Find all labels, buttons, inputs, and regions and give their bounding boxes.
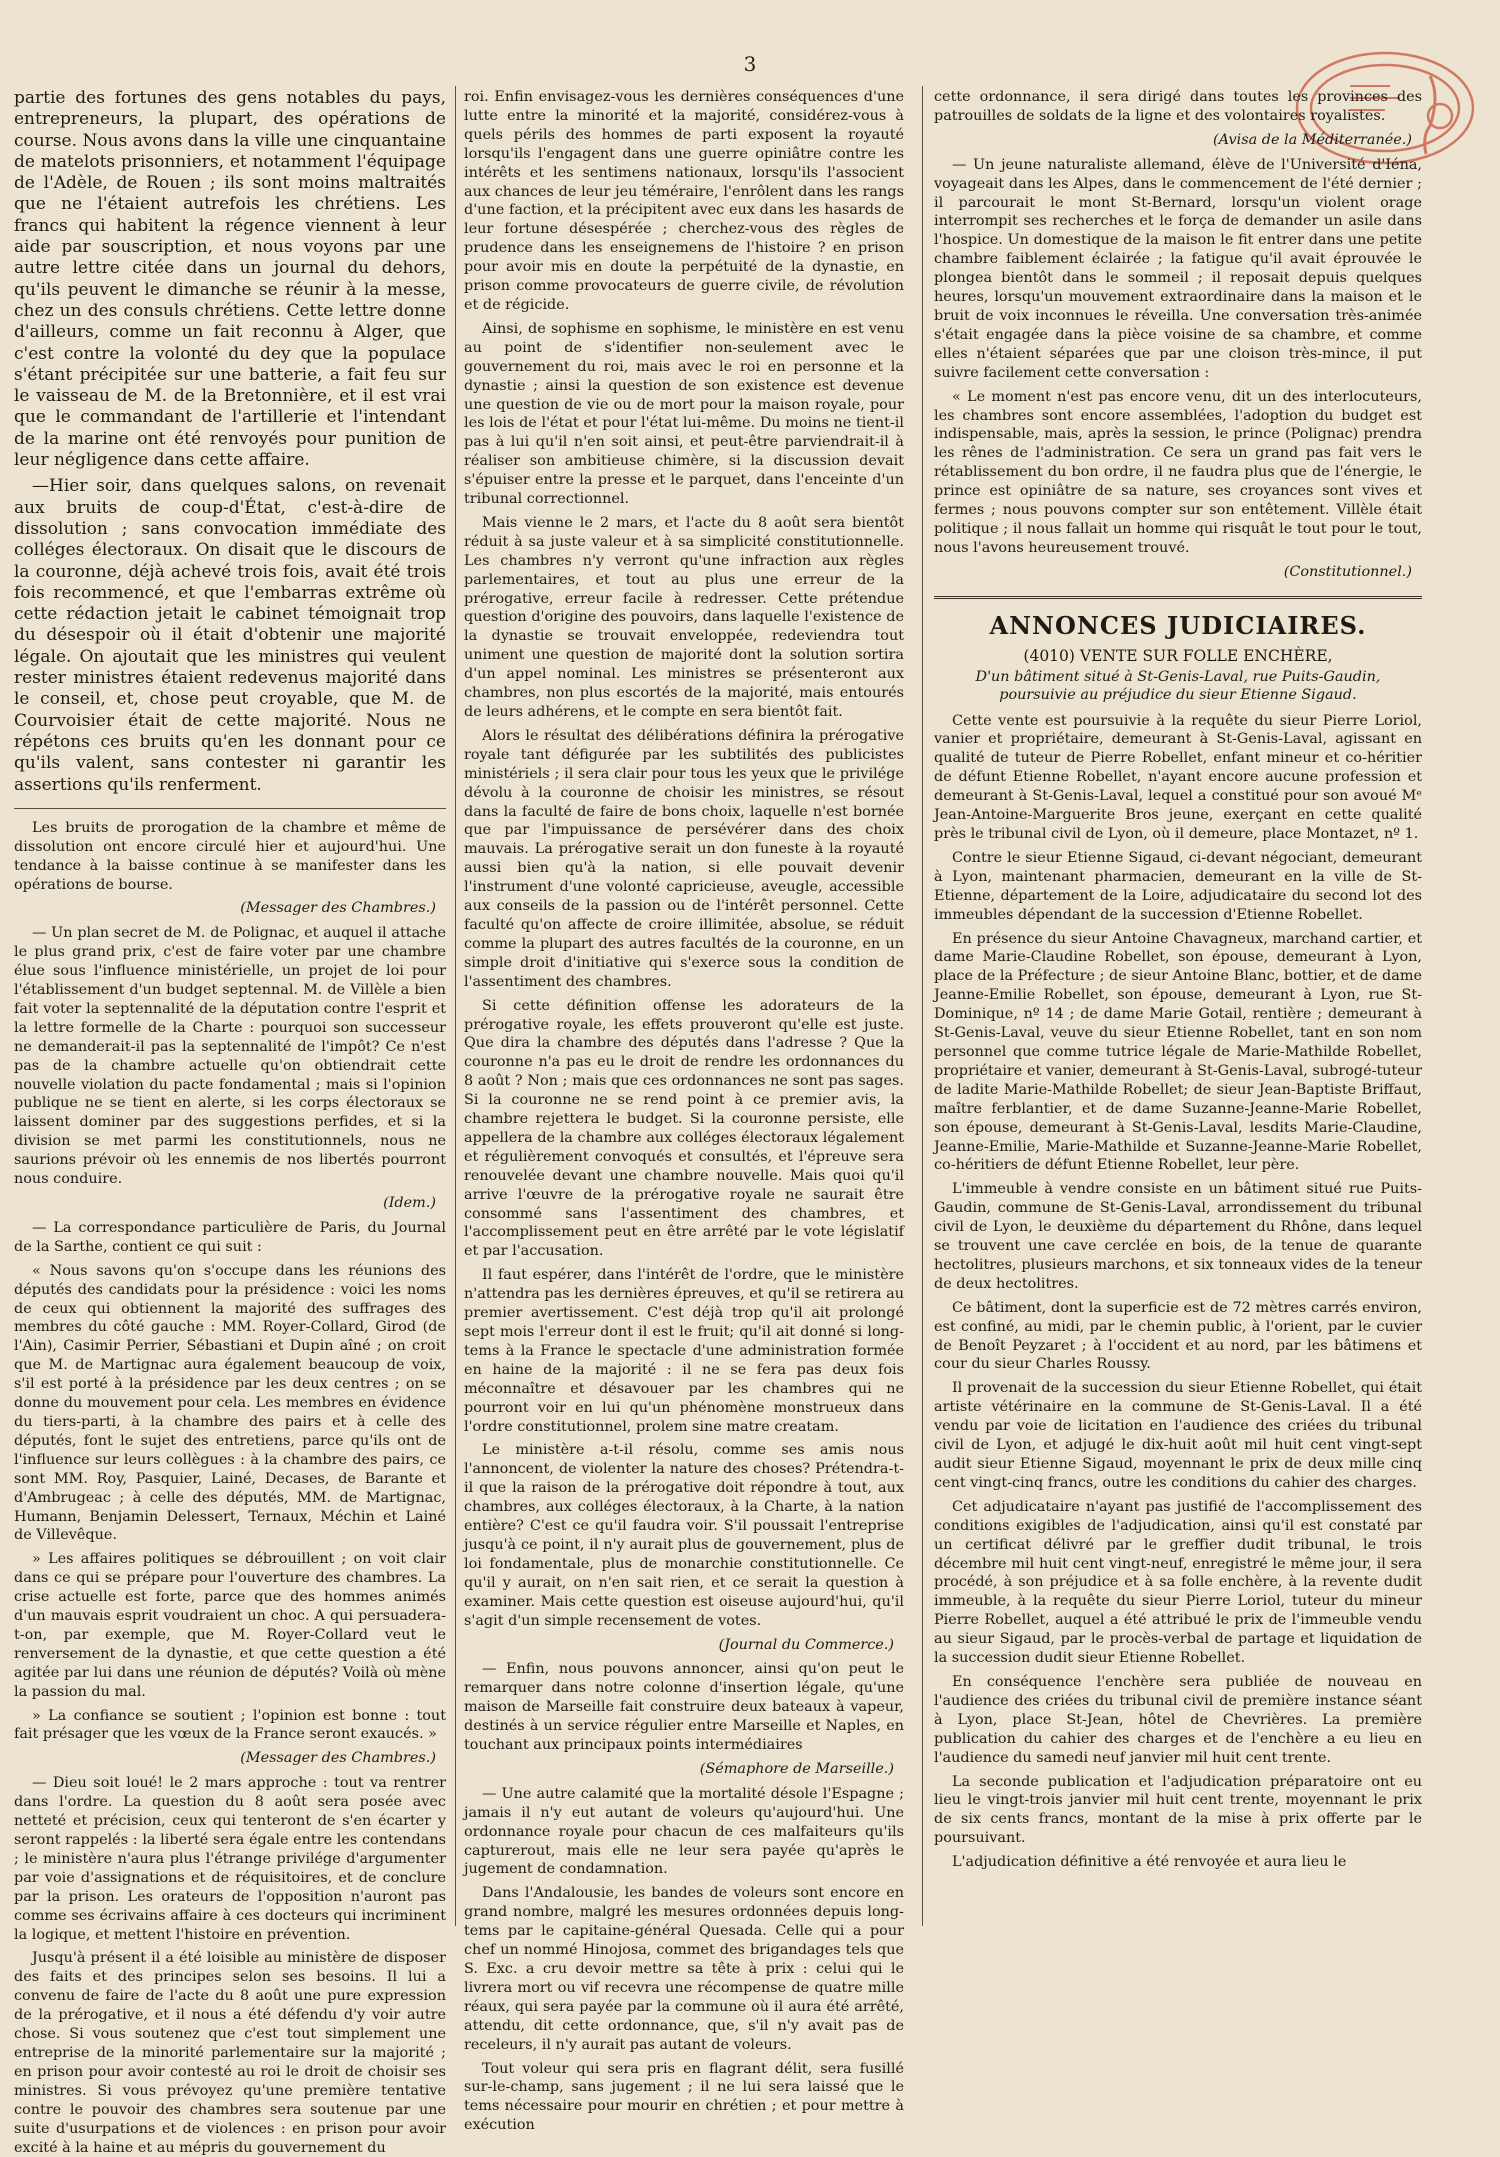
article-paragraph: Mais vienne le 2 mars, et l'acte du 8 août sera bientôt réduit à sa juste valeur et à sa simplicité constitutionnelle. Les chambres n'y verront qu'une infraction aux règles parlementaires, et tout au plus une erreur de la prérogative, erreur facile à redresser. Cette prétendue question d'origine des pouvoirs, dans laquelle l'existence de la dynastie se trouvait enveloppée, redeviendra tout uniment une question de majorité dont la solution sortira d'un appel nominal. Les ministres se présenteront aux chambres, non plus escortés de la majorité, mais entourés de leurs adhérens, et le compte en sera bientôt fait.	[464, 514, 904, 720]
notice-paragraph: En conséquence l'enchère sera publiée de nouveau en l'audience des criées du tribunal civil de première instance séant à Lyon, place St-Jean, hôtel de Chevrières. La première publication du cahier des charges et de l'enchère a eu lieu en l'audience du samedi neuf janvier mil huit cent trente.	[934, 1673, 1422, 1766]
source-citation: (Messager des Chambres.)	[240, 1750, 436, 1767]
article-paragraph: partie des fortunes des gens notables du pays, entrepreneurs, la plupart, des opérations de course. Nous avons dans la ville une cinquantaine de matelots prisonniers, et notamment l'équipage de l'Adèle, de Rouen ; ils sont moins maltraités que ne l'étaient autrefois les chrétiens. Les francs qui habitent la régence viennent à leur aide par souscription, et nous voyons par une autre lettre citée dans un journal du dehors, qu'ils peuvent le dimanche se réunir à la messe, chez un des consuls chrétiens. Cette lettre donne d'ailleurs, comme un fait reconnu à Alger, que c'est contre la volonté du dey que la populace s'étant précipitée sur une batterie, a fait feu sur le vaisseau de M. de la Bretonnière, et il est vrai que le commandant de l'artillerie et l'intendant de la marine ont été renvoyés pour punition de leur négligence dans cette affaire.	[14, 88, 446, 471]
article-paragraph: roi. Enfin envisagez-vous les dernières conséquences d'une lutte entre la minorité et la majorité, considérez-vous à quels périls des hommes de parti exposent la royauté lorsqu'ils l'engagent dans une guerre opiniâtre contre les intérêts et les sentimens nationaux, lorsqu'ils l'associent aux chances de leur jeu téméraire, l'enrôlent dans les rangs d'une faction, et la précipitent avec eux dans les hasards de leur fortune désespérée ; cherchez-vous des règles de prudence dans les enseignemens de l'histoire ? en prison pour avoir mis en doute la perpétuité de la dynastie, en prison comme provocateurs de guerre civile, de révolution et de régicide.	[464, 89, 904, 313]
source-citation: (Idem.)	[383, 1195, 436, 1212]
article-paragraph: Jusqu'à présent il a été loisible au ministère de disposer des faits et des principes selon ses besoins. Il lui a convenu de faire de l'acte du 8 août une pure expression de la prérogative, et il nous a été défendu d'y voir autre chose. Si vous soutenez que c'est tout simplement une entreprise de la minorité parlementaire sur la majorité ; en prison pour avoir contesté au roi le droit de choisir ses ministres. Si vous prévoyez qu'une première tentative contre le pouvoir des chambres sera soutenue par une suite d'usurpations et de violences : en prison pour avoir excité à la haine et au mépris du gouvernement du	[14, 1950, 446, 2156]
notice-paragraph: Il provenait de la succession du sieur Etienne Robellet, qui était artiste vétérinaire en la commune de St-Genis-Laval. Il a été vendu par voie de licitation en l'audience des criées du tribunal civil de Lyon, et adjugé le dix-huit août mil huit cent vingt-sept audit sieur Etienne Sigaud, moyennant le prix de deux mille cinq cent vingt-cinq francs, outre les conditions du cahier des charges.	[934, 1380, 1422, 1491]
column-rule	[455, 86, 456, 1926]
notice-paragraph: La seconde publication et l'adjudication préparatoire ont eu lieu le vingt-trois janvier mil huit cent trente, moyennant le prix de six cents francs, montant de la mise à prix offerte par le poursuivant.	[934, 1773, 1422, 1847]
section-divider	[14, 808, 446, 809]
article-paragraph: Dans l'Andalousie, les bandes de voleurs sont encore en grand nombre, malgré les mesures ordonnées depuis long-tems par le capitaine-général Quesada. Celle qui a pour chef un nommé Hinojosa, commet des brigandages tels que S. Exc. a cru devoir mettre sa tête à prix : celui qui le livrera mort ou vif recevra une récompense de quatre mille réaux, qui sera payée par la commune où il aura été arrêté, attendu, dit cette ordonnance, que, s'il n'y avait pas de receleurs, il n'y aurait pas autant de voleurs.	[464, 1885, 904, 2053]
column-middle	[464, 88, 904, 2134]
sale-subtitle: D'un bâtiment situé à St-Genis-Laval, rue Puits-Gaudin, poursuivie au préjudice du sieur Etienne Sigaud.	[975, 668, 1381, 703]
article-paragraph: Ainsi, de sophisme en sophisme, le ministère en est venu au point de s'identifier non-seulement avec le gouvernement du roi, mais avec le roi en personne et la dynastie ; ainsi la question de son existence est devenue une question de vie ou de mort pour la maison royale, pour les lois de l'état et pour l'état lui-même. Du moins ne tient-il pas à lui qu'il n'en soit ainsi, et peut-être parviendrait-il à réaliser son ambitieuse chimère, si la discussion devait s'épuiser entre la presse et le parquet, dans l'enceinte d'un tribunal correctionnel.	[464, 320, 904, 508]
article-paragraph: — Une autre calamité que la mortalité désole l'Espagne ; jamais il n'y eut autant de voleurs qu'aujourd'hui. Une ordonnance royale pour chacun de ces malfaiteurs qu'ils capturerout, mais elle ne leur sera payée qu'après le jugement de condamnation.	[464, 1785, 904, 1878]
section-heading: ANNONCES JUDICIAIRES.	[989, 610, 1367, 640]
notice-paragraph: Cet adjudicataire n'ayant pas justifié de l'accomplissement des conditions exigibles de l'adjudication, ainsi qu'il est constaté par un certificat délivré par le greffier dudit tribunal, le trois décembre mil huit cent vingt-neuf, enregistré le même jour, il sera procédé, à son préjudice et à sa folle enchère, à la revente dudit immeuble, à la requête du sieur Pierre Loriol, tuteur du mineur Pierre Robellet, auquel a été attribué le prix de l'immeuble vendu au sieur Sigaud, par le procès-verbal de partage et liquidation de la succession dudit sieur Etienne Robellet.	[934, 1498, 1422, 1667]
notice-paragraph: L'immeuble à vendre consiste en un bâtiment situé rue Puits-Gaudin, commune de St-Genis-Laval, arrondissement du tribunal civil de Lyon, le deuxième du département du Rhône, dans lequel se trouvent une cave cerclée en bois, de la tenue de quarante hectolitres, plusieurs marchons, et six tonneaux vides de la teneur de deux hectolitres.	[934, 1181, 1422, 1292]
source-citation: (Sémaphore de Marseille.)	[699, 1760, 894, 1777]
source-citation: (Messager des Chambres.)	[240, 900, 436, 917]
article-paragraph: — Enfin, nous pouvons annoncer, ainsi qu'on peut le remarquer dans notre colonne d'insertion légale, qu'une maison de Marseille fait construire deux bateaux à vapeur, destinés à un service régulier entre Marseille et Naples, en touchant aux principaux points intermédiaires	[464, 1661, 904, 1754]
article-paragraph: — La correspondance particulière de Paris, du Journal de la Sarthe, contient ce qui suit :	[14, 1219, 446, 1255]
page-number: 3	[743, 52, 757, 76]
section-divider	[934, 596, 1422, 599]
article-paragraph: « Nous savons qu'on s'occupe dans les réunions des députés des candidats pour la présidence : voici les noms de ceux qui obtiennent la majorité des suffrages des membres du côté gauche : MM. Royer-Collard, Girod (de l'Ain), Casimir Perrier, Sébastiani et Dupin aîné ; on croit que M. de Martignac aura également beaucoup de voix, s'il est porté à la présidence par les deux centres ; on se donne du mouvement pour cela. Les membres en évidence du tiers-parti, à la chambre des pairs et à celle des députés, font le sujet des entretiens, parce qu'ils ont de l'influence sur leurs collègues : à la chambre des pairs, ce sont MM. Roy, Pasquier, Lainé, Decases, de Barante et d'Ambrugeac ; à celle des députés, MM. de Martignac, Humann, Benjamin Delessert, Ternaux, Méchin et Lainé de Villevêque.	[14, 1262, 446, 1544]
column-left	[14, 88, 446, 2156]
article-paragraph: —Hier soir, dans quelques salons, on revenait aux bruits de coup-d'État, c'est-à-dire de dissolution ; sans convocation immédiate des colléges électoraux. On disait que le discours de la couronne, déjà achevé trois fois, avait été trois fois recommencé, et que l'embarras extrême où cette rédaction jetait le cabinet témoignait trop du désespoir où il était d'obtenir une majorité légale. On ajoutait que les ministres qui veulent rester ministres étaient redevenus majorité dans le conseil, et, chose peut croyable, que M. de Courvoisier était de cette majorité. Nous ne répétons ces bruits qu'en les donnant pour ce qu'ils valent, sans contester ni garantir les assertions qu'ils renferment.	[14, 476, 446, 795]
notice-paragraph: Cette vente est poursuivie à la requête du sieur Pierre Loriol, vanier et propriétaire, demeurant à St-Genis-Laval, agissant en qualité de tuteur de Pierre Robellet, enfant mineur et co-héritier de défunt Etienne Robellet, n'ayant encore aucune profession et demeurant à St-Genis-Laval, lequel a constitué pour son avoué Mᵉ Jean-Antoine-Marguerite Bros jeune, exerçant en cette qualité près le tribunal civil de Lyon, où il demeure, place Montazet, nº 1.	[934, 712, 1422, 842]
notice-paragraph: Contre le sieur Etienne Sigaud, ci-devant négociant, demeurant à Lyon, maintenant pharmacien, demeurant en la ville de St-Etienne, département de la Loire, adjudicataire du second lot des immeubles dépendant de la succession d'Etienne Robellet.	[934, 849, 1422, 923]
article-paragraph: Les bruits de prorogation de la chambre et même de dissolution ont encore circulé hier et aujourd'hui. Une tendance à la baisse continue à se manifester dans les opérations de bourse.	[14, 819, 446, 893]
source-citation: (Journal du Commerce.)	[718, 1636, 894, 1653]
article-paragraph: — Un plan secret de M. de Polignac, et auquel il attache le plus grand prix, c'est de faire voter par une chambre élue sous l'influence ministérielle, un projet de loi pour l'établissement d'un budget septennal. M. de Villèle a bien fait voter la septennalité de la députation contre l'esprit et la lettre formelle de la Charte : pourquoi son successeur ne demanderait-il pas la septennalité de l'impôt? Ce n'est pas de la chambre actuelle qu'on obtiendrait cette nouvelle violation du pacte fondamental ; mais si l'opinion publique ne se tient en alerte, si les corps électoraux se laissent dominer par des suggestions perfides, et si la division se met parmi les constitutionnels, nous ne saurions prévoir où les ennemis de nos libertés pourront nous conduire.	[14, 925, 446, 1188]
article-paragraph: Alors le résultat des délibérations définira la prérogative royale tant défigurée par les subtilités des publicistes ministériels ; il sera clair pour tous les yeux que le privilége dévolu à la couronne de choisir les ministres, se résout dans la faculté de faire de bons choix, laquelle n'est bornée que par l'impuissance de persévérer dans des choix mauvais. La prérogative serait un don funeste à la royauté aussi bien qu'à la nation, si elle pouvait devenir l'instrument d'une volonté capricieuse, aveugle, accessible aux conseils de la passion ou de l'intérêt personnel. Cette faculté qu'on affecte de croire illimitée, absolue, se réduit comme la plupart des autres facultés de la couronne, en un simple droit d'initiative qui s'exerce sous la condition de l'assentiment des chambres.	[464, 727, 904, 990]
article-paragraph: « Le moment n'est pas encore venu, dit un des interlocuteurs, les chambres sont encore assemblées, l'adoption du budget est indispensable, mais, après la session, le prince (Polignac) prendra les rênes de l'administration. Ce sera un grand pas fait vers le rétablissement du bon ordre, il ne faudra plus que de l'énergie, le prince est opiniâtre de sa nature, ses croyances sont vives et fermes ; nous pouvons compter sur son entêtement. Villèle était politique ; il nous fallait un homme qui risquât le tout pour le tout, nous l'avons heureusement trouvé.	[934, 388, 1422, 556]
article-paragraph: Si cette définition offense les adorateurs de la prérogative royale, les effets prouveront qu'elle est juste. Que dira la chambre des députés dans l'adresse ? Que la couronne n'a pas eu le droit de rendre les ordonnances du 8 août ? Non ; mais que ces ordonnances ne sont pas sages. Si la couronne ne se rend point à ce premier avis, la chambre rejettera le budget. Si la couronne persiste, elle appellera de la chambre aux colléges électoraux légalement et régulièrement convoqués et consultés, et l'épreuve sera renouvelée devant une chambre nouvelle. Mais quoi qu'il arrive l'œuvre de la prérogative royale ne saurait être consommé sans l'assentiment des chambres, et l'accomplissement peut en être arrêté par le vote législatif et par l'accusation.	[464, 997, 904, 1260]
article-paragraph: Tout voleur qui sera pris en flagrant délit, sera fusillé sur-le-champ, sans jugement ; il ne lui sera laissé que le tems nécessaire pour mourir en chrétien ; et pour mettre à exécution	[464, 2060, 904, 2134]
notice-paragraph: En présence du sieur Antoine Chavagneux, marchand cartier, et dame Marie-Claudine Robellet, son épouse, demeurant à Lyon, place de la Préfecture ; de sieur Antoine Blanc, bottier, et de dame Jeanne-Emilie Robellet, son épouse, demeurant à Lyon, rue St-Dominique, nº 14 ; de dame Marie Gotail, rentière ; demeurant à St-Genis-Laval, veuve du sieur Etienne Robellet, tant en son nom personnel que comme tutrice légale de Marie-Mathilde Robellet, propriétaire et vanier, demeurant à St-Genis-Laval, subrogé-tuteur de ladite Marie-Mathilde Robellet; de sieur Jean-Baptiste Briffaut, maître ferblantier, et de dame Suzanne-Jeanne-Marie Robellet, son épouse, demeurant à St-Genis-Laval, lesdits Marie-Claudine, Jeanne-Emilie, Marie-Mathilde et Suzanne-Jeanne-Marie Robellet, co-héritiers de défunt Etienne Robellet, leur père.	[934, 930, 1422, 1174]
article-paragraph: cette ordonnance, il sera dirigé dans toutes les provinces des patrouilles de soldats de la ligne et des volontaires royalistes.	[934, 89, 1422, 124]
source-citation: (Avisa de la Méditerranée.)	[1213, 131, 1412, 148]
column-right	[934, 88, 1422, 1928]
article-paragraph: Le ministère a-t-il résolu, comme ses amis nous l'annoncent, de violenter la nature des choses? Prétendra-t-il que la raison de la prérogative doit répondre à tout, aux chambres, aux colléges électoraux, à la Charte, à la nation entière? C'est ce qu'il faudra voir. S'il poussait l'entreprise jusqu'à ce point, il n'y aurait plus de gouvernement, plus de loi fondamentale, plus de monarchie constitutionnelle. Ce qu'il y aurait, on n'en sait rien, et ce serait la question à examiner. Mais cette question est oiseuse aujourd'hui, qu'il s'agit d'un simple recensement de votes.	[464, 1442, 904, 1629]
sale-title: (4010) VENTE SUR FOLLE ENCHÈRE,	[1023, 646, 1333, 665]
article-paragraph: — Un jeune naturaliste allemand, élève de l'Université d'Iéna, voyageait dans les Alpes, dans le commencement de l'été dernier ; il parcourait le mont St-Bernard, lorsqu'un violent orage interrompit ses recherches et le força de demander un asile dans l'hospice. Un domestique de la maison le fit entrer dans une petite chambre faiblement éclairée ; la fatigue qu'il avait éprouvée le plongea bientôt dans le sommeil ; il reposait depuis quelques heures, lorsqu'un mouvement extraordinaire dans la maison et le bruit de voix inconnues le réveilla. Une conversation très-animée s'était engagée dans la pièce voisine de sa chambre, et comme elles n'étaient séparées que par une cloison très-mince, il put suivre facilement cette conversation :	[934, 156, 1422, 381]
article-paragraph: » La confiance se soutient ; l'opinion est bonne : tout fait présager que les vœux de la France seront exaucés. »	[14, 1707, 446, 1743]
source-citation: (Constitutionnel.)	[1283, 563, 1412, 580]
article-paragraph: » Les affaires politiques se débrouillent ; on voit clair dans ce qui se prépare pour l'ouverture des chambres. La crise actuelle est forte, parce que des hommes animés d'un mauvais esprit voudraient un choc. A qui persuadera-t-on, par exemple, que M. Royer-Collard veut le renversement de la dynastie, et que cette question a été agitée par lui dans une réunion de députés? Voilà où mène la passion du mal.	[14, 1551, 446, 1700]
notice-paragraph: L'adjudication définitive a été renvoyée et aura lieu le	[952, 1854, 1347, 1871]
article-paragraph: Il faut espérer, dans l'intérêt de l'ordre, que le ministère n'attendra pas les dernières épreuves, et qu'il se retirera au premier avertissement. C'est déjà trop qu'il ait prolongé sept mois l'erreur dont il est le fruit; qu'il ait donné si long-tems à la France le spectacle d'une administration formée en haine de la majorité : il ne se fera pas deux fois méconnaître et désavouer par les chambres qui ne pourront voir en lui qu'un phénomène monstrueux dans l'ordre constitutionnel, prolem sine matre creatam.	[464, 1267, 904, 1435]
article-paragraph: — Dieu soit loué! le 2 mars approche : tout va rentrer dans l'ordre. La question du 8 août sera posée avec netteté et précision, ceux qui tenteront de s'en écarter y seront rappelés : la liberté sera égale entre les contendans ; le ministère n'aura plus l'étrange privilége d'argumenter par voie d'assignations et de réquisitoires, et de conclure par la prison. Les orateurs de l'opposition n'auront pas comme ses écrivains affaire à ces docteurs qui incriminent la logique, et mettent l'histoire en prévention.	[14, 1775, 446, 1943]
column-rule	[922, 86, 923, 1926]
notice-paragraph: Ce bâtiment, dont la superficie est de 72 mètres carrés environ, est confiné, au midi, par le chemin public, à l'orient, par le cuvier de Benoît Peyzaret ; à l'occident et au nord, par les bâtimens et cour du sieur Charles Roussy.	[934, 1299, 1422, 1373]
